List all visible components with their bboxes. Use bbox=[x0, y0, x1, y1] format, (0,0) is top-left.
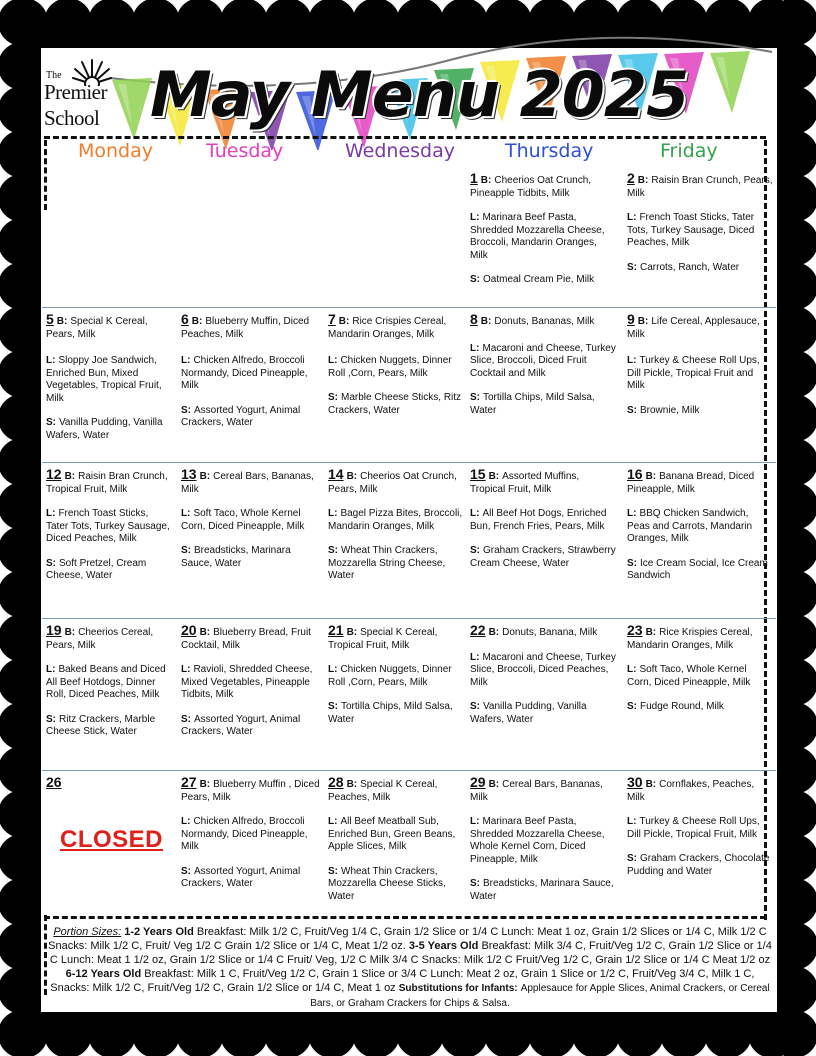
breakfast-label: B: bbox=[480, 175, 492, 186]
day-cell-21 bbox=[328, 624, 466, 738]
breakfast-label: B: bbox=[488, 471, 500, 482]
day-cell-8 bbox=[470, 313, 616, 429]
lunch-items: French Toast Sticks, Tater Tots, Turkey Sausage, Diced Peaches, Milk bbox=[46, 508, 170, 544]
day-number: 20 bbox=[181, 622, 197, 638]
breakfast-label: B: bbox=[645, 779, 657, 790]
lunch-label: L: bbox=[627, 816, 637, 827]
lunch-items: French Toast Sticks, Tater Tots, Turkey Sausage, Diced Peaches, Milk bbox=[627, 212, 755, 248]
breakfast-label: B: bbox=[191, 316, 203, 327]
day-number: 5 bbox=[46, 311, 54, 327]
snack-items: Fudge Round, Milk bbox=[640, 701, 724, 712]
breakfast-items: Blueberry Muffin, Diced Peaches, Milk bbox=[181, 316, 310, 340]
snack-label: S: bbox=[181, 865, 191, 877]
lunch-items: Soft Taco, Whole Kernel Corn, Diced Pineapple, Milk bbox=[181, 508, 305, 532]
title-month: May bbox=[150, 58, 290, 131]
breakfast-label: B: bbox=[199, 471, 211, 482]
snack-items: Ritz Crackers, Marble Cheese Stick, Water bbox=[46, 713, 156, 737]
day-number: 19 bbox=[46, 622, 62, 638]
row-divider bbox=[42, 462, 776, 463]
row-divider bbox=[42, 618, 776, 619]
day-number: 22 bbox=[470, 622, 486, 638]
lunch-items: Bagel Pizza Bites, Broccoli, Mandarin Oranges, Milk bbox=[328, 508, 463, 532]
day-cell-29 bbox=[470, 776, 616, 915]
breakfast-items: Raisin Bran Crunch, Pears, Milk bbox=[627, 175, 773, 199]
snack-label: S: bbox=[328, 701, 338, 712]
breakfast-items: Cereal Bars, Bananas, Milk bbox=[470, 779, 603, 803]
lunch-items: Soft Taco, Whole Kernel Corn, Diced Pineapple, Milk bbox=[627, 664, 751, 688]
title-menu-year: Menu 2025 bbox=[311, 58, 689, 131]
school-logo bbox=[44, 56, 114, 132]
day-header-friday: Friday bbox=[660, 140, 718, 162]
day-cell-13 bbox=[181, 468, 321, 582]
breakfast-label: B: bbox=[480, 316, 492, 327]
day-cell-19 bbox=[46, 624, 170, 751]
breakfast-items: Cheerios Cereal, Pears, Milk bbox=[46, 627, 154, 651]
day-number: 1 bbox=[470, 170, 478, 186]
breakfast-items: Cornflakes, Peaches, Milk bbox=[627, 779, 755, 803]
lunch-label: L: bbox=[328, 508, 338, 519]
snack-items: Breadsticks, Marinara Sauce, Water bbox=[181, 545, 291, 569]
portion-text-6-12: Breakfast: Milk 1 C, Fruit/Veg 1/2 C, Grain 1 Slice or 3/4 C Lunch: Meat 2 oz, Grain 1 Slice or 1/2 C, Fruit/Veg 3/4 C, Milk 1 C, Snacks: Milk 1/2 C, Fruit/Veg 1/2 C, Grain 1/2 Slice or 1/4 C, Meat 1 oz bbox=[50, 968, 755, 994]
day-cell-26 bbox=[46, 776, 166, 792]
snack-items: Ice Cream Social, Ice Cream Sandwich bbox=[627, 557, 768, 581]
lunch-items: All Beef Hot Dogs, Enriched Bun, French Fries, Pears, Milk bbox=[470, 508, 607, 532]
breakfast-label: B: bbox=[64, 627, 76, 638]
snack-label: S: bbox=[470, 545, 480, 556]
lunch-label: L: bbox=[328, 664, 338, 675]
breakfast-label: B: bbox=[346, 627, 358, 638]
day-number: 12 bbox=[46, 466, 62, 482]
day-cell-5 bbox=[46, 313, 170, 454]
logo-line-premier: Premier bbox=[44, 80, 107, 104]
day-cell-1 bbox=[470, 172, 616, 299]
day-cell-9 bbox=[627, 313, 773, 429]
portion-text-1-2: Breakfast: Milk 1/2 C, Fruit/Veg 1/4 C, Grain 1/2 Slice or 1/4 C Lunch: Meat 1 oz, Grain 1/2 Slices or 1/4 C, Milk 1/2 C Snacks: Milk 1/2 C, Fruit/ Veg 1/2 C Grain 1/2 Slice or 1/4 C, Meat 1/2 oz. bbox=[48, 926, 767, 952]
breakfast-items: Special K Cereal, Pears, Milk bbox=[46, 316, 148, 340]
snack-label: S: bbox=[627, 853, 637, 864]
snack-label: S: bbox=[328, 392, 338, 403]
lunch-items: Ravioli, Shredded Cheese, Mixed Vegetables, Pineapple Tidbits, Milk bbox=[181, 664, 313, 700]
day-cell-22 bbox=[470, 624, 616, 738]
snack-items: Tortilla Chips, Mild Salsa, Water bbox=[328, 701, 453, 725]
breakfast-label: B: bbox=[346, 779, 358, 790]
breakfast-items: Rice Crispies Cereal, Mandarin Oranges, Milk bbox=[328, 316, 447, 340]
breakfast-items: Life Cereal, Applesauce, Milk bbox=[627, 316, 760, 340]
snack-items: Assorted Yogurt, Animal Crackers, Water bbox=[181, 865, 301, 889]
day-number: 2 bbox=[627, 170, 635, 186]
snack-label: S: bbox=[328, 545, 338, 556]
day-number: 23 bbox=[627, 622, 643, 638]
day-number: 30 bbox=[627, 774, 643, 790]
breakfast-items: Special K Cereal, Tropical Fruit, Milk bbox=[328, 627, 438, 651]
breakfast-items: Special K Cereal, Peaches, Milk bbox=[328, 779, 438, 803]
day-number: 26 bbox=[46, 774, 62, 790]
breakfast-label: B: bbox=[488, 779, 500, 790]
snack-items: Graham Crackers, Strawberry Cream Cheese, Water bbox=[470, 545, 616, 569]
lunch-label: L: bbox=[627, 664, 637, 675]
lunch-items: BBQ Chicken Sandwich, Peas and Carrots, Mandarin Oranges, Milk bbox=[627, 508, 753, 544]
lunch-label: L: bbox=[627, 355, 637, 366]
breakfast-items: Banana Bread, Diced Pineapple, Milk bbox=[627, 471, 755, 495]
day-cell-23 bbox=[627, 624, 773, 726]
lunch-items: Sloppy Joe Sandwich, Enriched Bun, Mixed Vegetables, Tropical Fruit, Milk bbox=[46, 355, 162, 404]
portion-age-3-5: 3-5 Years Old bbox=[408, 940, 479, 952]
snack-items: Vanilla Pudding, Vanilla Wafers, Water bbox=[470, 701, 587, 725]
portion-age-6-12: 6-12 Years Old bbox=[65, 968, 142, 980]
day-cell-6 bbox=[181, 313, 321, 442]
lunch-label: L: bbox=[627, 212, 637, 223]
breakfast-items: Raisin Bran Crunch, Tropical Fruit, Milk bbox=[46, 471, 168, 495]
snack-items: Brownie, Milk bbox=[640, 404, 700, 416]
day-number: 7 bbox=[328, 311, 336, 327]
day-number: 16 bbox=[627, 466, 643, 482]
breakfast-items: Donuts, Banana, Milk bbox=[502, 627, 598, 638]
snack-label: S: bbox=[627, 701, 637, 712]
snack-items: Wheat Thin Crackers, Mozzarella Cheese Sticks, Water bbox=[328, 865, 446, 902]
snack-label: S: bbox=[627, 261, 637, 273]
snack-label: S: bbox=[470, 274, 480, 285]
breakfast-label: B: bbox=[338, 316, 350, 327]
day-cell-7 bbox=[328, 313, 466, 429]
lunch-label: L: bbox=[470, 212, 480, 223]
breakfast-label: B: bbox=[199, 627, 211, 638]
day-number: 21 bbox=[328, 622, 344, 638]
border-left bbox=[44, 140, 47, 210]
day-number: 27 bbox=[181, 774, 197, 790]
portion-sizes bbox=[46, 925, 774, 1011]
breakfast-label: B: bbox=[637, 316, 649, 327]
snack-label: S: bbox=[470, 392, 480, 403]
lunch-label: L: bbox=[470, 816, 480, 827]
day-cell-27 bbox=[181, 776, 321, 903]
substitutions-heading: Substitutions for Infants: bbox=[398, 983, 518, 994]
lunch-label: L: bbox=[181, 816, 191, 827]
day-number: 6 bbox=[181, 311, 189, 327]
day-cell-2 bbox=[627, 172, 773, 286]
lunch-label: L: bbox=[470, 342, 480, 354]
lunch-label: L: bbox=[181, 664, 191, 675]
lunch-items: Turkey & Cheese Roll Ups, Dill Pickle, Tropical Fruit and Milk bbox=[627, 355, 760, 391]
breakfast-label: B: bbox=[56, 316, 68, 327]
portion-text-3-5: Breakfast: Milk 3/4 C, Fruit/Veg 1/2 C, Grain 1/2 Slice or 1/4 C Lunch: Meat 1 1/2 oz, Grain 1/2 Slice or 1/4 C Fruit/ Veg, 1/2 C Milk 3/4 C Snacks: Milk 1/2 C Fruit/Veg 1/2 C, Grain 1/2 Slice or 1/4 C Meat 1/2 oz bbox=[49, 940, 772, 966]
day-number: 14 bbox=[328, 466, 344, 482]
day-cell-20 bbox=[181, 624, 321, 751]
breakfast-items: Blueberry Bread, Fruit Cocktail, Milk bbox=[181, 627, 311, 651]
breakfast-items: Donuts, Bananas, Milk bbox=[494, 316, 595, 327]
logo-line-the: The bbox=[46, 70, 62, 81]
snack-items: Soft Pretzel, Cream Cheese, Water bbox=[46, 557, 147, 581]
breakfast-items: Rice Krispies Cereal, Mandarin Oranges, Milk bbox=[627, 627, 753, 651]
snack-label: S: bbox=[328, 865, 338, 877]
breakfast-items: Cereal Bars, Bananas, Milk bbox=[181, 471, 314, 495]
lunch-label: L: bbox=[328, 816, 338, 827]
snack-items: Vanilla Pudding, Vanilla Wafers, Water bbox=[46, 417, 163, 441]
lunch-items: Marinara Beef Pasta, Shredded Mozzarella Cheese, Whole Kernel Corn, Diced Pineapple, Milk bbox=[470, 816, 605, 865]
lunch-label: L: bbox=[46, 355, 56, 366]
day-cell-28 bbox=[328, 776, 466, 915]
lunch-label: L: bbox=[328, 355, 338, 366]
snack-items: Marble Cheese Sticks, Ritz Crackers, Water bbox=[328, 392, 462, 416]
snack-label: S: bbox=[470, 878, 480, 889]
breakfast-items: Blueberry Muffin , Diced Pears, Milk bbox=[181, 779, 320, 803]
breakfast-label: B: bbox=[346, 471, 358, 482]
snack-items: Carrots, Ranch, Water bbox=[640, 261, 740, 273]
snack-items: Graham Crackers, Chocolate Pudding and Water bbox=[627, 853, 770, 877]
snack-items: Breadsticks, Marinara Sauce, Water bbox=[470, 878, 614, 902]
lunch-items: Turkey & Cheese Roll Ups, Dill Pickle, Tropical Fruit, Milk bbox=[627, 816, 760, 840]
breakfast-label: B: bbox=[645, 471, 657, 482]
breakfast-label: B: bbox=[199, 779, 211, 790]
day-number: 9 bbox=[627, 311, 635, 327]
row-divider bbox=[42, 307, 776, 308]
closed-label: CLOSED bbox=[60, 826, 164, 853]
snack-label: S: bbox=[181, 545, 191, 556]
day-number: 8 bbox=[470, 311, 478, 327]
lunch-items: Chicken Nuggets, Dinner Roll ,Corn, Pears, Milk bbox=[328, 355, 452, 379]
breakfast-label: B: bbox=[488, 627, 500, 638]
snack-items: Tortilla Chips, Mild Salsa, Water bbox=[470, 392, 595, 416]
lunch-items: Chicken Alfredo, Broccoli Normandy, Diced Pineapple, Milk bbox=[181, 355, 308, 391]
page-title bbox=[150, 58, 688, 148]
lunch-label: L: bbox=[46, 664, 56, 675]
snack-items: Wheat Thin Crackers, Mozzarella String Cheese, Water bbox=[328, 545, 446, 581]
portion-age-1-2: 1-2 Years Old bbox=[124, 926, 194, 938]
lunch-items: Macaroni and Cheese, Turkey Slice, Broccoli, Diced Fruit Cocktail and Milk bbox=[470, 342, 616, 379]
day-number: 13 bbox=[181, 466, 197, 482]
snack-label: S: bbox=[627, 404, 637, 416]
lunch-label: L: bbox=[470, 651, 480, 663]
snack-items: Oatmeal Cream Pie, Milk bbox=[483, 274, 595, 285]
day-number: 15 bbox=[470, 466, 486, 482]
snack-label: S: bbox=[46, 557, 56, 569]
lunch-label: L: bbox=[181, 355, 191, 366]
day-header-tuesday: Tuesday bbox=[206, 140, 284, 162]
day-cell-12 bbox=[46, 468, 170, 595]
row-divider bbox=[42, 770, 776, 771]
day-cell-16 bbox=[627, 468, 773, 595]
lunch-items: All Beef Meatball Sub, Enriched Bun, Green Beans, Apple Slices, Milk bbox=[328, 816, 456, 852]
lunch-items: Chicken Alfredo, Broccoli Normandy, Diced Pineapple, Milk bbox=[181, 816, 308, 852]
snack-items: Assorted Yogurt, Animal Crackers, Water bbox=[181, 713, 301, 737]
day-cell-15 bbox=[470, 468, 616, 582]
snack-label: S: bbox=[46, 417, 56, 428]
day-header-wednesday: Wednesday bbox=[345, 140, 456, 162]
lunch-label: L: bbox=[470, 508, 480, 519]
breakfast-items: Cheerios Oat Crunch, Pineapple Tidbits, Milk bbox=[470, 175, 592, 199]
lunch-items: Baked Beans and Diced All Beef Hotdogs, Dinner Roll, Diced Peaches, Milk bbox=[46, 664, 166, 700]
day-header-thursday: Thursday bbox=[505, 140, 594, 162]
day-number: 28 bbox=[328, 774, 344, 790]
day-number: 29 bbox=[470, 774, 486, 790]
lunch-label: L: bbox=[46, 508, 56, 519]
portion-heading: Portion Sizes: bbox=[53, 926, 122, 938]
snack-label: S: bbox=[470, 701, 480, 712]
substitutions-text: Applesauce for Apple Slices, Animal Crackers, or Cereal Bars, or Graham Crackers for Chips & Salsa. bbox=[310, 983, 770, 1009]
day-header-monday: Monday bbox=[78, 140, 154, 162]
day-cell-14 bbox=[328, 468, 466, 595]
snack-label: S: bbox=[181, 404, 191, 416]
breakfast-label: B: bbox=[637, 175, 649, 186]
lunch-items: Chicken Nuggets, Dinner Roll ,Corn, Pears, Milk bbox=[328, 664, 452, 688]
snack-items: Assorted Yogurt, Animal Crackers, Water bbox=[181, 404, 301, 428]
border-top bbox=[44, 136, 766, 139]
day-cell-30 bbox=[627, 776, 773, 890]
breakfast-items: Assorted Muffins, Tropical Fruit, Milk bbox=[470, 471, 580, 495]
lunch-label: L: bbox=[181, 508, 191, 519]
lunch-items: Marinara Beef Pasta, Shredded Mozzarella Cheese, Broccoli, Mandarin Oranges, Milk bbox=[470, 212, 605, 261]
breakfast-items: Cheerios Oat Crunch, Pears, Milk bbox=[328, 471, 457, 495]
snack-label: S: bbox=[181, 713, 191, 725]
logo-line-school: School bbox=[44, 106, 100, 130]
snack-label: S: bbox=[627, 557, 637, 569]
border-bottom bbox=[44, 916, 766, 919]
lunch-items: Macaroni and Cheese, Turkey Slice, Broccoli, Diced Peaches, Milk bbox=[470, 651, 616, 688]
breakfast-label: B: bbox=[645, 627, 657, 638]
lunch-label: L: bbox=[627, 508, 637, 519]
snack-label: S: bbox=[46, 713, 56, 725]
breakfast-label: B: bbox=[64, 471, 76, 482]
